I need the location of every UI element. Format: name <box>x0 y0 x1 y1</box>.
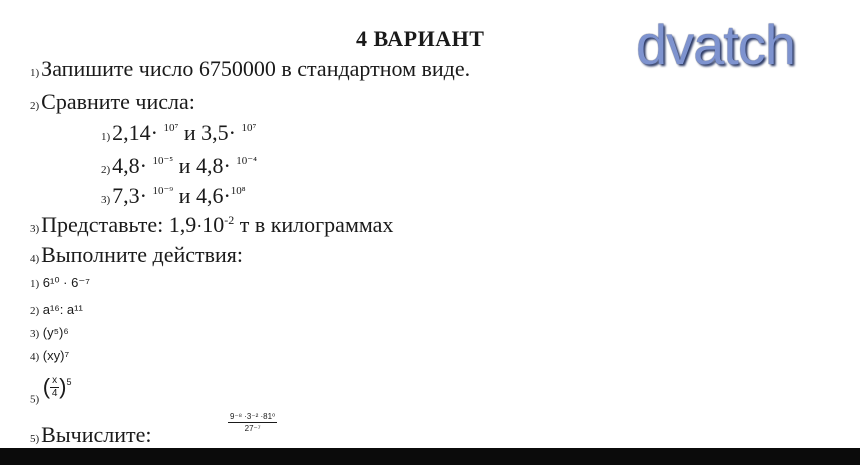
power-exponent: 5 <box>66 377 72 388</box>
task-number: 4) <box>30 253 40 265</box>
item-number: 5) <box>30 393 40 406</box>
compare-item <box>101 120 256 146</box>
compute-fraction <box>228 411 277 434</box>
value-b: 4,8· <box>195 153 231 178</box>
close-paren: ) <box>59 374 67 399</box>
fraction-denominator: 27⁻⁷ <box>244 424 261 433</box>
task-2 <box>30 89 195 115</box>
task-number: 1) <box>30 67 40 79</box>
item-number: 2) <box>30 305 40 317</box>
multiply-dot: · <box>196 216 203 236</box>
task-4 <box>30 242 243 268</box>
exponent-a: 10⁷ <box>163 122 179 134</box>
exponent-a: 10⁻⁵ <box>152 155 174 167</box>
task-suffix: т в килограммах <box>239 212 394 237</box>
item-number: 2) <box>101 164 111 176</box>
fraction-numerator: 9⁻⁸ ·3⁻² ·81⁰ <box>230 412 276 421</box>
fraction <box>50 375 59 400</box>
task-1 <box>30 56 470 82</box>
task-text: Выполните действия: <box>41 242 244 267</box>
task-5 <box>30 422 151 448</box>
fraction-numerator: x <box>52 374 58 386</box>
page-title: 4 ВАРИАНТ <box>356 26 485 51</box>
exponent-b: 10⁻⁴ <box>236 155 257 167</box>
action-item <box>30 275 90 291</box>
task-prefix: Представьте: 1,9 <box>41 212 197 237</box>
expression: (y⁵)⁶ <box>42 325 69 340</box>
task-number: 3) <box>30 223 40 235</box>
exponent-b: 10⁸ <box>230 185 246 197</box>
item-number: 3) <box>101 194 111 206</box>
task-3 <box>30 212 393 238</box>
item-number: 3) <box>30 328 40 340</box>
and-word: и <box>178 153 191 178</box>
value-b: 4,6· <box>195 183 231 208</box>
task-text: Вычислите: <box>41 422 152 447</box>
and-word: и <box>178 183 191 208</box>
and-word: и <box>183 120 196 145</box>
item-number: 4) <box>30 351 40 363</box>
expression: (xy)⁷ <box>42 348 70 363</box>
action-item <box>30 348 69 363</box>
value-a: 7,3· <box>112 183 147 208</box>
action-item <box>30 374 71 405</box>
power-base: 10 <box>202 212 225 237</box>
task-text: Сравните числа: <box>41 89 195 114</box>
watermark-logo: dvatch <box>636 13 795 76</box>
task-text: Запишите число 6750000 в стандартном виде. <box>41 56 471 81</box>
power-exponent: -2 <box>224 213 235 227</box>
value-a: 2,14· <box>112 120 158 145</box>
open-paren: ( <box>42 374 51 399</box>
compare-item <box>101 183 246 209</box>
value-b: 3,5· <box>201 120 236 145</box>
expression: 6¹⁰ · 6⁻⁷ <box>42 275 90 290</box>
action-item <box>30 302 83 317</box>
item-number: 1) <box>30 278 40 290</box>
compare-item <box>101 153 257 179</box>
task-number: 5) <box>30 433 40 445</box>
exponent-a: 10⁻⁹ <box>152 185 174 197</box>
fraction-denominator: 4 <box>51 387 58 399</box>
value-a: 4,8· <box>112 153 147 178</box>
exponent-b: 10⁷ <box>241 122 257 134</box>
task-number: 2) <box>30 100 40 112</box>
action-item <box>30 325 69 340</box>
bottom-border <box>0 448 860 465</box>
expression: a¹⁶: a¹¹ <box>42 302 83 317</box>
item-number: 1) <box>101 131 111 143</box>
